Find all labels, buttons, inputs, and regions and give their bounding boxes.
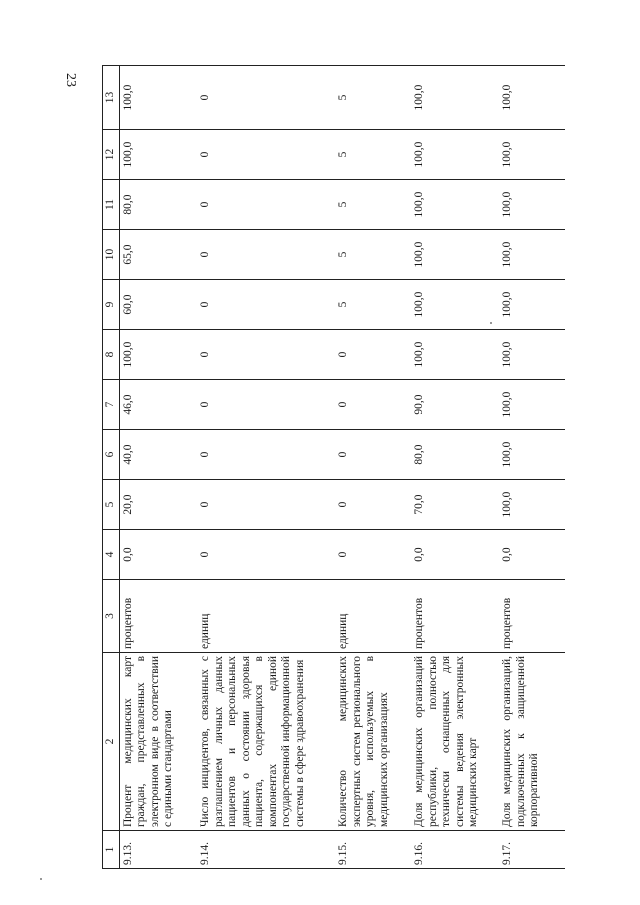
column-header: 13 (103, 66, 120, 130)
row-code: 9.15. (335, 831, 411, 869)
row-value: 100,0 (499, 230, 565, 280)
row-value: 100,0 (499, 330, 565, 380)
row-value: 100,0 (411, 280, 499, 330)
row-value: 0,0 (499, 530, 565, 580)
row-value: 100,0 (411, 180, 499, 230)
row-description: Число инцидентов, связанных с разглашением личных данных пациентов и персональных данных о состоянии здоровья пациента, содержащихся в компонентах единой государственной информационной системы в сфере здравоохранения (197, 653, 335, 831)
row-value: 0 (197, 330, 335, 380)
row-value: 80,0 (411, 430, 499, 480)
row-value: 0 (335, 380, 411, 430)
row-value: 100,0 (499, 380, 565, 430)
table-row (411, 66, 499, 869)
column-number-header (103, 66, 120, 869)
row-value: 5 (335, 130, 411, 180)
row-value: 0 (197, 530, 335, 580)
column-header: 7 (103, 380, 120, 430)
row-value: 100,0 (499, 66, 565, 130)
row-value: 70,0 (411, 480, 499, 530)
row-value: 5 (335, 280, 411, 330)
row-value: 100,0 (411, 66, 499, 130)
column-header: 5 (103, 480, 120, 530)
row-description: Процент медицинских карт граждан, представленных в электронном виде в соответствии с едиными стандартами (119, 653, 197, 831)
row-value: 100,0 (411, 130, 499, 180)
column-header: 9 (103, 280, 120, 330)
table-row (119, 66, 197, 869)
row-unit: процентов (411, 580, 499, 653)
row-description: Количество медицинских экспертных систем регионального уровня, используемых в медицинских организациях (335, 653, 411, 831)
row-value: 20,0 (119, 480, 197, 530)
row-value: 0,0 (119, 530, 197, 580)
column-header: 2 (103, 653, 120, 831)
table-row (197, 66, 335, 869)
column-header: 6 (103, 430, 120, 480)
indicators-table (102, 65, 565, 869)
row-value: 40,0 (119, 430, 197, 480)
row-value: 0 (335, 480, 411, 530)
row-value: 0 (335, 430, 411, 480)
column-header: 11 (103, 180, 120, 230)
row-value: 0 (197, 230, 335, 280)
column-header: 4 (103, 530, 120, 580)
row-code: 9.14. (197, 831, 335, 869)
row-unit: процентов (499, 580, 565, 653)
row-value: 80,0 (119, 180, 197, 230)
column-header: 3 (103, 580, 120, 653)
row-value: 0 (197, 280, 335, 330)
row-value: 100,0 (411, 230, 499, 280)
row-code: 9.16. (411, 831, 499, 869)
row-value: 0,0 (411, 530, 499, 580)
column-header: 1 (103, 831, 120, 869)
row-value: 100,0 (119, 66, 197, 130)
row-code: 9.17. (499, 831, 565, 869)
row-value: 100,0 (119, 330, 197, 380)
row-value: 0 (197, 130, 335, 180)
column-header: 8 (103, 330, 120, 380)
row-unit: единиц (197, 580, 335, 653)
page-number: 23 (63, 73, 78, 87)
row-unit: процентов (119, 580, 197, 653)
column-header: 10 (103, 230, 120, 280)
row-value: 100,0 (499, 480, 565, 530)
row-value: 0 (335, 330, 411, 380)
row-value: 100,0 (119, 130, 197, 180)
row-value: 5 (335, 230, 411, 280)
row-value: 0 (335, 530, 411, 580)
row-value: 90,0 (411, 380, 499, 430)
row-value: 0 (197, 480, 335, 530)
row-description: Доля медицинских организаций республики, полностью технически оснащенных для системы ведения электронных медицинских карт (411, 653, 499, 831)
row-value: 100,0 (411, 330, 499, 380)
row-value: 46,0 (119, 380, 197, 430)
row-value: 100,0 (499, 430, 565, 480)
row-value: 100,0 (499, 130, 565, 180)
table-row (335, 66, 411, 869)
scan-speck (40, 878, 42, 880)
row-value: 100,0 (499, 280, 565, 330)
row-value: 0 (197, 66, 335, 130)
row-value: 5 (335, 180, 411, 230)
row-value: 0 (197, 180, 335, 230)
row-value: 60,0 (119, 280, 197, 330)
indicators-table-rotated (102, 66, 576, 869)
row-description: Доля медицинских организаций, подключенных к защищенной корпоративной (499, 653, 565, 831)
row-unit: единиц (335, 580, 411, 653)
row-value: 0 (197, 380, 335, 430)
row-code: 9.13. (119, 831, 197, 869)
row-value: 65,0 (119, 230, 197, 280)
table-row (499, 66, 565, 869)
row-value: 100,0 (499, 180, 565, 230)
column-header: 12 (103, 130, 120, 180)
row-value: 5 (335, 66, 411, 130)
row-value: 0 (197, 430, 335, 480)
